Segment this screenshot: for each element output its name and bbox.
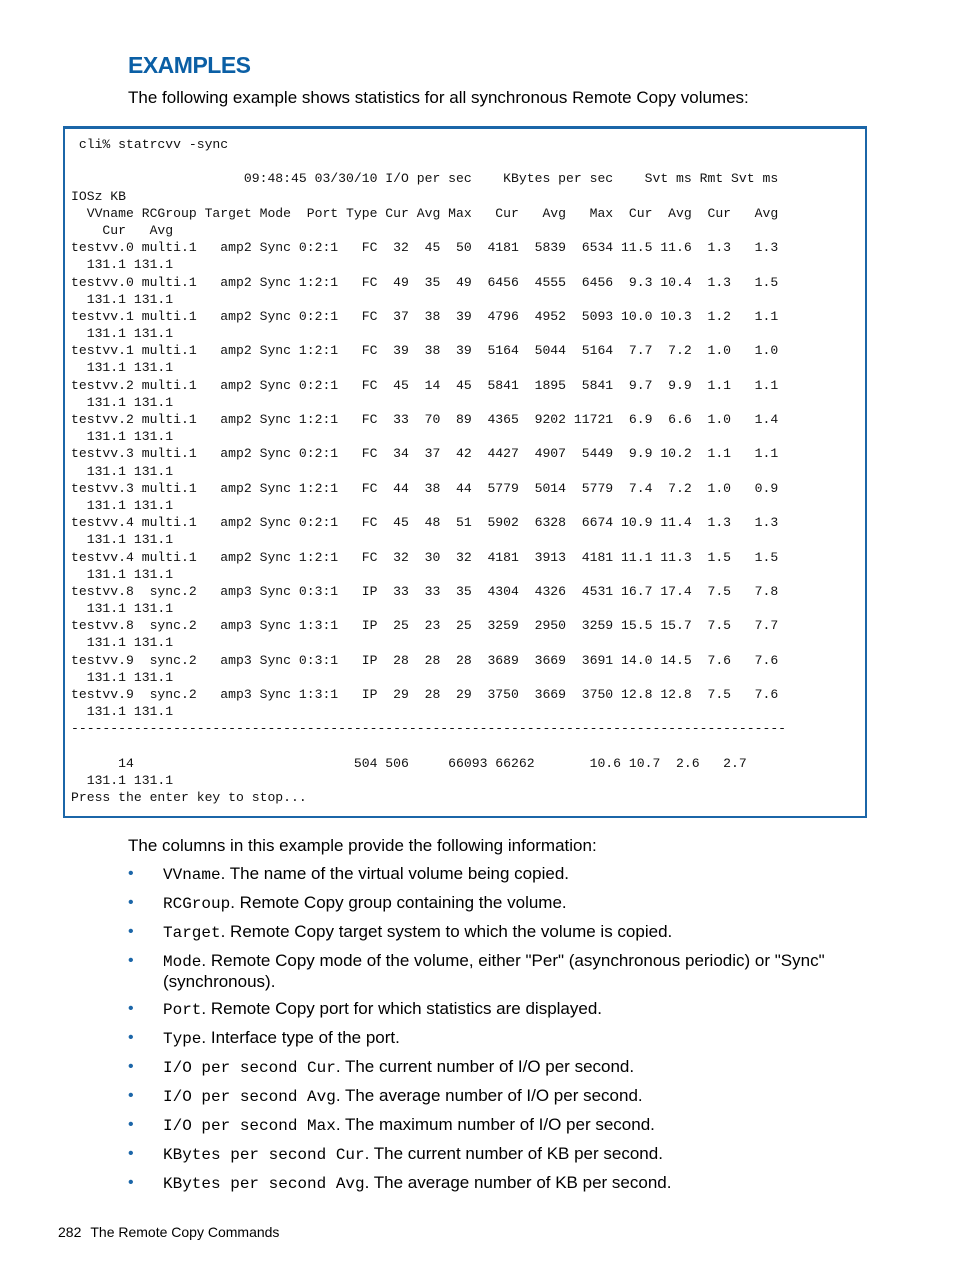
code-line: testvv.4 multi.1 amp2 Sync 1:2:1 FC 32 30 32 4181 3913 4181 11.1 11.3 1.5 1.5 [71, 549, 779, 565]
code-line: 131.1 131.1 [71, 257, 174, 273]
code-line: 131.1 131.1 [71, 497, 174, 513]
code-line: 131.1 131.1 [71, 601, 174, 617]
code-line: testvv.3 multi.1 amp2 Sync 0:2:1 FC 34 37 42 4427 4907 5449 9.9 10.2 1.1 1.1 [71, 446, 779, 462]
column-term: Mode [163, 953, 202, 971]
code-line: 131.1 131.1 [71, 704, 174, 720]
code-line: testvv.8 sync.2 amp3 Sync 1:3:1 IP 25 23 25 3259 2950 3259 15.5 15.7 7.5 7.7 [71, 618, 779, 634]
column-term: KBytes per second Avg [163, 1175, 365, 1193]
code-line: testvv.8 sync.2 amp3 Sync 0:3:1 IP 33 33 35 4304 4326 4531 16.7 17.4 7.5 7.8 [71, 583, 779, 599]
cli-output [71, 136, 786, 806]
code-example-box [63, 126, 867, 818]
column-term: KBytes per second Cur [163, 1146, 365, 1164]
column-description: . The average number of KB per second. [364, 1173, 672, 1192]
code-line: testvv.1 multi.1 amp2 Sync 1:2:1 FC 39 38 39 5164 5044 5164 7.7 7.2 1.0 1.0 [71, 343, 779, 359]
code-line: ------------------------------------------------------------------------------------------- [71, 721, 787, 737]
code-line: Cur Avg [71, 222, 174, 238]
column-term: I/O per second Avg [163, 1088, 336, 1106]
code-line: testvv.2 multi.1 amp2 Sync 0:2:1 FC 45 14 45 5841 1895 5841 9.7 9.9 1.1 1.1 [71, 377, 779, 393]
code-line: 131.1 131.1 [71, 360, 174, 376]
code-line [71, 153, 786, 170]
bullet-icon: • [128, 1116, 134, 1133]
column-description: . The current number of I/O per second. [335, 1057, 635, 1076]
code-line: 131.1 131.1 [71, 566, 174, 582]
code-line: testvv.9 sync.2 amp3 Sync 0:3:1 IP 28 28 28 3689 3669 3691 14.0 14.5 7.6 7.6 [71, 652, 779, 668]
column-description: . Interface type of the port. [201, 1028, 400, 1047]
list-item [128, 951, 848, 992]
code-line: 131.1 131.1 [71, 429, 174, 445]
column-description: . The maximum number of I/O per second. [335, 1115, 655, 1134]
code-line: 131.1 131.1 [71, 291, 174, 307]
column-term: I/O per second Max [163, 1117, 336, 1135]
code-line: 131.1 131.1 [71, 772, 174, 788]
code-line: testvv.0 multi.1 amp2 Sync 1:2:1 FC 49 35 49 6456 4555 6456 9.3 10.4 1.3 1.5 [71, 274, 779, 290]
bullet-icon: • [128, 1058, 134, 1075]
bullet-icon: • [128, 1087, 134, 1104]
code-line: testvv.3 multi.1 amp2 Sync 1:2:1 FC 44 38 44 5779 5014 5779 7.4 7.2 1.0 0.9 [71, 480, 779, 496]
code-line: testvv.4 multi.1 amp2 Sync 0:2:1 FC 45 48 51 5902 6328 6674 10.9 11.4 1.3 1.3 [71, 515, 779, 531]
code-line: 09:48:45 03/30/10 I/O per sec KBytes per sec Svt ms Rmt Svt ms [71, 171, 779, 187]
bullet-icon: • [128, 1145, 134, 1162]
list-item [128, 999, 848, 1020]
bullet-icon: • [128, 894, 134, 911]
column-description: . Remote Copy group containing the volume. [230, 893, 567, 912]
column-description: . The average number of I/O per second. [335, 1086, 643, 1105]
code-line: testvv.0 multi.1 amp2 Sync 0:2:1 FC 32 45 50 4181 5839 6534 11.5 11.6 1.3 1.3 [71, 240, 779, 256]
list-item [128, 1144, 848, 1165]
column-description: . The name of the virtual volume being copied. [220, 864, 570, 883]
code-line: 131.1 131.1 [71, 635, 174, 651]
code-line: IOSz KB [71, 188, 127, 204]
code-line: 14 504 506 66093 66262 10.6 10.7 2.6 2.7 [71, 755, 747, 771]
list-item [128, 1086, 848, 1107]
code-line: 131.1 131.1 [71, 326, 174, 342]
code-line: cli% statrcvv -sync [71, 137, 229, 152]
column-term: Type [163, 1030, 202, 1048]
bullet-icon: • [128, 865, 134, 882]
code-line [71, 738, 786, 755]
intro-paragraph: The following example shows statistics for all synchronous Remote Copy volumes: [128, 88, 749, 107]
list-item [128, 893, 848, 914]
section-heading: EXAMPLES [128, 52, 251, 78]
column-description: . Remote Copy port for which statistics are displayed. [201, 999, 603, 1018]
code-line: testvv.1 multi.1 amp2 Sync 0:2:1 FC 37 38 39 4796 4952 5093 10.0 10.3 1.2 1.1 [71, 308, 779, 324]
column-term: VVname [163, 866, 221, 884]
bullet-icon: • [128, 1174, 134, 1191]
footer-section-title: The Remote Copy Commands [90, 1224, 280, 1240]
bullet-icon: • [128, 1000, 134, 1017]
code-line: 131.1 131.1 [71, 463, 174, 479]
columns-intro-paragraph: The columns in this example provide the following information: [128, 836, 597, 855]
list-item [128, 1028, 848, 1049]
column-description: . Remote Copy target system to which the volume is copied. [220, 922, 673, 941]
column-term: I/O per second Cur [163, 1059, 336, 1077]
bullet-icon: • [128, 1029, 134, 1046]
column-descriptions-list [128, 864, 848, 1194]
code-line: VVname RCGroup Target Mode Port Type Cur Avg Max Cur Avg Max Cur Avg Cur Avg [71, 205, 779, 221]
code-line: 131.1 131.1 [71, 669, 174, 685]
bullet-icon: • [128, 952, 134, 969]
column-term: RCGroup [163, 895, 231, 913]
list-item [128, 864, 848, 885]
column-term: Target [163, 924, 221, 942]
page-number: 282 [58, 1224, 82, 1240]
code-line: Press the enter key to stop... [71, 790, 307, 806]
column-description: . The current number of KB per second. [364, 1144, 663, 1163]
list-item [128, 922, 848, 943]
list-item [128, 1173, 848, 1194]
code-line: testvv.2 multi.1 amp2 Sync 1:2:1 FC 33 70 89 4365 9202 11721 6.9 6.6 1.0 1.4 [71, 412, 779, 427]
bullet-icon: • [128, 923, 134, 940]
page-footer [58, 1223, 279, 1241]
list-item [128, 1057, 848, 1078]
column-term: Port [163, 1001, 202, 1019]
column-description: . Remote Copy mode of the volume, either "Per" (asynchronous periodic) or "Sync" (synchronous). [163, 951, 825, 991]
code-line: 131.1 131.1 [71, 532, 174, 548]
list-item [128, 1115, 848, 1136]
code-line: 131.1 131.1 [71, 394, 174, 410]
code-line: testvv.9 sync.2 amp3 Sync 1:3:1 IP 29 28 29 3750 3669 3750 12.8 12.8 7.5 7.6 [71, 687, 779, 702]
